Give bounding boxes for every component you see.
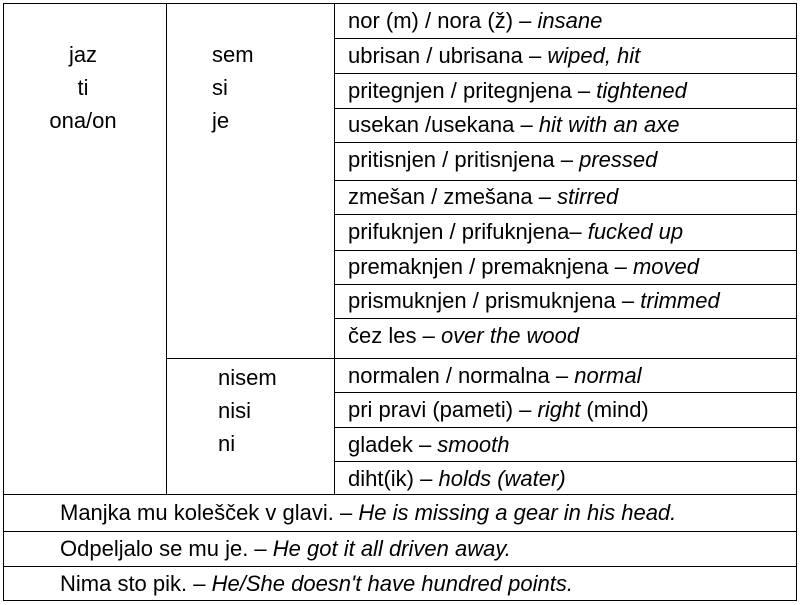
- english-translation: normal: [574, 363, 642, 388]
- slovene-phrase: usekan /usekana –: [348, 112, 539, 137]
- idiom-row: [60, 532, 511, 566]
- list-item: [336, 359, 794, 393]
- pronoun-list: [0, 38, 166, 137]
- slovene-phrase: zmešan / zmešana –: [348, 184, 558, 209]
- slovene-phrase: Odpeljalo se mu je. –: [60, 536, 273, 561]
- slovene-phrase: prismuknjen / prismuknjena –: [348, 288, 641, 313]
- english-translation: He got it all driven away.: [272, 536, 511, 561]
- english-translation: stirred: [557, 184, 619, 209]
- col-divider-verb: [334, 3, 335, 494]
- english-translation: fucked up: [587, 219, 684, 244]
- list-item: [336, 74, 794, 108]
- slovene-phrase: pritisnjen / pritisnjena –: [348, 147, 580, 172]
- verb-list-positive: [212, 38, 254, 137]
- pronoun-item: jaz: [68, 42, 98, 67]
- list-item: [336, 215, 794, 249]
- slovene-phrase: pritegnjen / pritegnjena –: [348, 78, 597, 103]
- verb-item: je: [212, 108, 230, 133]
- slovene-phrase: pri pravi (pameti) –: [348, 397, 538, 422]
- english-translation: right: [537, 397, 581, 422]
- slovene-phrase: premaknjen / premaknjena –: [348, 254, 633, 279]
- slovene-phrase: Nima sto pik. –: [60, 571, 212, 596]
- english-translation: moved: [632, 254, 699, 279]
- verb-item: ni: [218, 431, 236, 456]
- english-translation: He/She doesn't have hundred points.: [211, 571, 573, 596]
- slovene-phrase: prifuknjen / prifuknjena–: [348, 219, 588, 244]
- col-divider-pronoun: [166, 3, 167, 494]
- english-translation: insane: [537, 8, 603, 33]
- list-item: [336, 143, 794, 177]
- slovene-phrase: normalen / normalna –: [348, 363, 575, 388]
- list-item: [336, 319, 794, 353]
- verb-item: si: [212, 75, 228, 100]
- english-translation: wiped, hit: [547, 43, 641, 68]
- verb-item: nisem: [218, 365, 277, 390]
- slovene-phrase: čez les –: [348, 323, 441, 348]
- list-item: [336, 250, 794, 284]
- list-item: [336, 462, 794, 496]
- list-item: [336, 180, 794, 214]
- slovene-phrase: gladek –: [348, 432, 438, 457]
- list-item: [336, 393, 794, 427]
- english-translation: tightened: [596, 78, 687, 103]
- verb-list-negative: [218, 361, 277, 460]
- idiom-row: [60, 567, 573, 601]
- list-item: [336, 4, 794, 38]
- slovene-phrase: ubrisan / ubrisana –: [348, 43, 548, 68]
- english-translation: hit with an axe: [538, 112, 680, 137]
- pronoun-item: ti: [77, 75, 89, 100]
- english-translation: smooth: [437, 432, 510, 457]
- english-translation: He is missing a gear in his head.: [358, 500, 677, 525]
- verb-item: nisi: [218, 398, 252, 423]
- list-item: [336, 108, 794, 142]
- pronoun-item: ona/on: [49, 108, 117, 133]
- idiom-row: [60, 496, 676, 530]
- slovene-phrase: Manjka mu kolešček v glavi. –: [60, 500, 359, 525]
- english-translation: trimmed: [640, 288, 720, 313]
- verb-item: sem: [212, 42, 254, 67]
- phrase-suffix: (mind): [580, 397, 649, 422]
- english-translation: holds (water): [438, 466, 566, 491]
- slovene-phrase: nor (m) / nora (ž) –: [348, 8, 538, 33]
- list-item: [336, 428, 794, 462]
- english-translation: over the wood: [440, 323, 580, 348]
- list-item: [336, 284, 794, 318]
- list-item: [336, 39, 794, 73]
- english-translation: pressed: [579, 147, 658, 172]
- slovene-phrase: diht(ik) –: [348, 466, 439, 491]
